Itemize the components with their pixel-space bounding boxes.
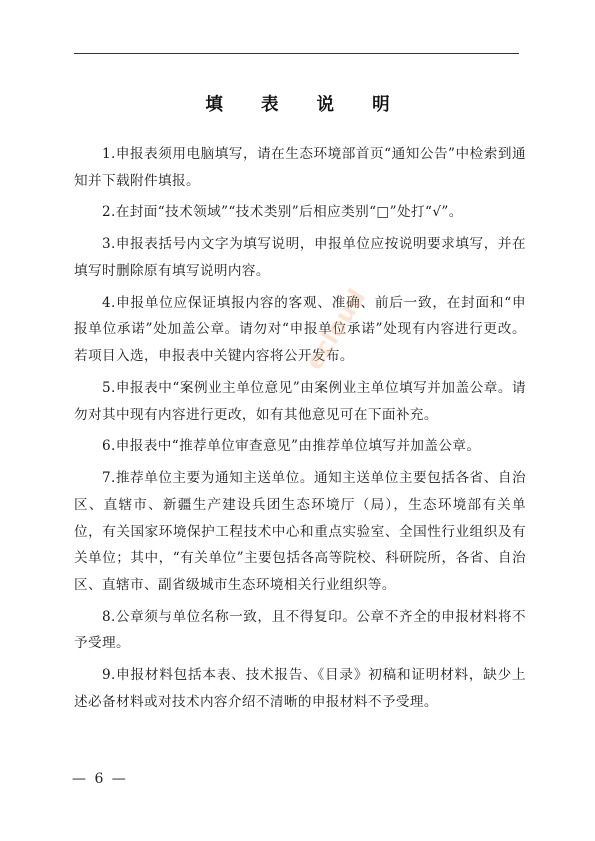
- instruction-paragraph-8: 8.公章须与单位名称一致，且不得复印。公章不齐全的申报材料将不予受理。: [74, 608, 526, 652]
- instruction-paragraph-2: 2.在封面“技术领域”“技术类别”后相应类别“□”处打“√”。: [102, 204, 463, 221]
- instruction-paragraph-3: 3.申报表括号内文字为填写说明，申报单位应按说明要求填写，并在填写时删除原有填写说明内容。: [74, 236, 526, 279]
- instruction-paragraph-5: 5.申报表中“案例业主单位意见”由案例业主单位填写并加盖公章。请勿对其中现有内容进行更改，如有其他意见可在下面补充。: [74, 379, 526, 423]
- watermark: ecloud: [300, 284, 372, 375]
- page-title: 填 表 说 明: [205, 95, 406, 115]
- instructions-body: [74, 141, 526, 715]
- header-rule: [74, 53, 519, 54]
- instruction-paragraph-1: 1.申报表须用电脑填写，请在生态环境部首页“通知公告”中检索到通知并下载附件填报。: [74, 146, 526, 189]
- instruction-paragraph-9: 9.申报材料包括本表、技术报告、《目录》初稿和证明材料，缺少上述必备材料或对技术内容介绍不清晰的申报材料不予受理。: [74, 667, 526, 710]
- instruction-paragraph-4: 4.申报单位应保证填报内容的客观、准确、前后一致，在封面和“申报单位承诺”处加盖公章。请勿对“申报单位承诺”处现有内容进行更改。若项目入选，申报表中关键内容将公开发布。: [74, 294, 526, 365]
- instruction-paragraph-6: 6.申报表中“推荐单位审查意见”由推荐单位填写并加盖公章。: [102, 438, 481, 455]
- page-number: — 6 —: [72, 771, 128, 787]
- instruction-paragraph-7: 7.推荐单位主要为通知主送单位。通知主送单位主要包括各省、自治区、直辖市、新疆生产建设兵团生态环境厅（局），生态环境部有关单位，有关国家环境保护工程技术中心和重点实验室、全国性行业组织及有关单位；其中，“有关单位”主要包括各高等院校、科研院所，各省、自治区、直辖市、副省级城市生态环境相关行业组织等。: [74, 470, 526, 593]
